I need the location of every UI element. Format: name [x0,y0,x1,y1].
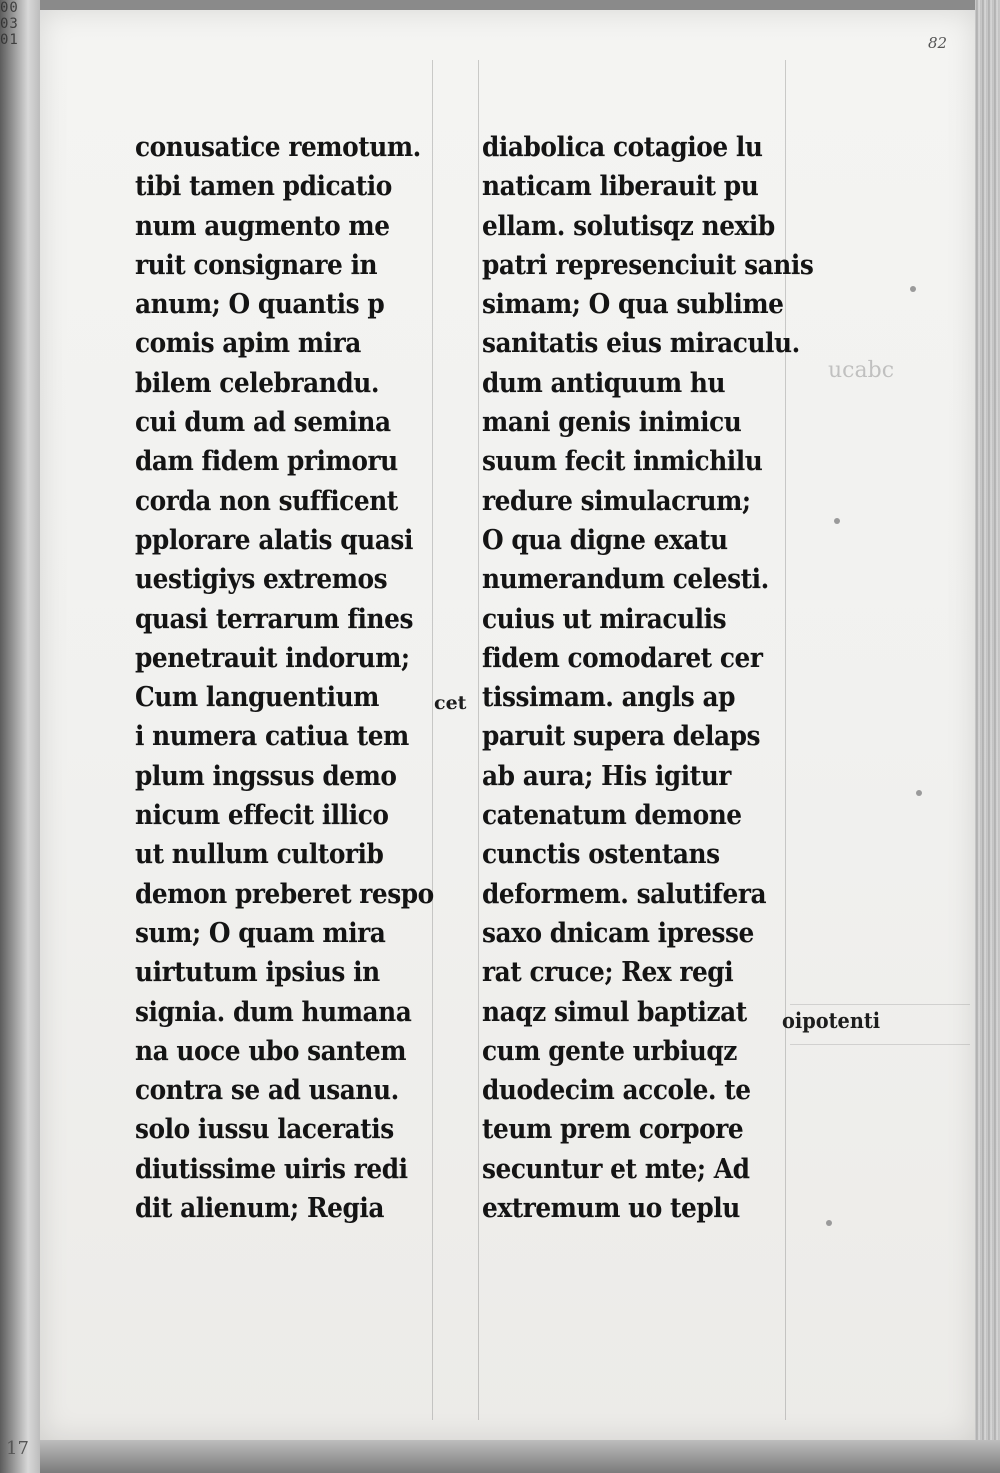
text-line: diutissime uiris redi [135,1153,408,1185]
text-line: dam fidem primoru [135,446,398,478]
text-line: quasi terrarum fines [135,603,413,635]
text-line: sum; O quam mira [135,917,386,949]
text-line: pplorare alatis quasi [135,524,413,556]
text-line: numerandum celesti. [482,564,769,596]
text-line: redure simulacrum; [482,485,751,517]
text-line: uestigiys extremos [135,564,388,596]
text-line: teum prem corpore [482,1114,744,1146]
text-line: nicum effecit illico [135,800,389,832]
text-line: naticam liberauit pu [482,171,759,203]
text-line: demon preberet respo [135,878,434,910]
text-line: duodecim accole. te [482,1075,751,1107]
text-line: O qua digne exatu [482,524,728,556]
text-line: extremum uo teplu [482,1193,740,1225]
margin-insertion-cet: cet [434,692,467,714]
text-line: suum fecit inmichilu [482,446,763,478]
bottom-shadow [40,1440,1000,1473]
margin-insertion-omnipotent: oipotenti [782,1008,881,1033]
text-line: i numera catiua tem [135,721,409,753]
text-line: dit alienum; Regia [135,1193,384,1225]
text-line: cum gente urbiuqz [482,1035,737,1067]
text-line: tissimam. angls ap [482,682,736,714]
text-line: cunctis ostentans [482,839,720,871]
text-line: penetrauit indorum; [135,642,410,674]
text-line: uirtutum ipsius in [135,957,380,989]
previous-page-edge [0,0,40,1473]
edge-mark-top: 00 03 01 [0,0,19,48]
text-line: plum ingssus demo [135,760,397,792]
text-line: conusatice remotum. [135,132,421,163]
prick-mark [916,790,922,796]
text-line: anum; O quantis p [135,289,385,321]
text-line: patri represenciuit sanis [482,249,814,281]
text-line: secuntur et mte; Ad [482,1153,750,1185]
text-line: fidem comodaret cer [482,642,763,674]
text-line: cui dum ad semina [135,407,391,439]
text-line: ab aura; His igitur [482,760,731,792]
text-column-left [135,128,460,1228]
text-line: mani genis inimicu [482,407,742,439]
text-line: solo iussu laceratis [135,1114,394,1146]
text-line: tibi tamen pdicatio [135,171,392,203]
text-line: cuius ut miraculis [482,603,727,635]
text-column-right [482,128,842,1228]
text-line: num augmento me [135,210,390,242]
edge-mark-bottom: 17 [6,1438,29,1459]
folio-number: 82 [928,34,948,52]
text-line: bilem celebrandu. [135,367,380,399]
text-line: simam; O qua sublime [482,289,784,321]
text-line: ut nullum cultorib [135,839,384,871]
text-line: catenatum demone [482,800,742,832]
text-line: naqz simul baptizat [482,996,747,1028]
text-line: na uoce ubo santem [135,1035,407,1067]
text-line: sanitatis eius miraculu. [482,328,800,360]
text-line: diabolica cotagioe lu [482,132,763,163]
text-line: comis apim mira [135,328,361,360]
text-line: dum antiquum hu [482,367,726,399]
text-line: rat cruce; Rex regi [482,957,734,989]
text-line: ellam. solutisqz nexib [482,210,775,242]
text-line: saxo dnicam ipresse [482,917,754,949]
show-through-text: ucabc [828,358,895,383]
text-line: deformem. salutifera [482,878,767,910]
ruling-line [478,60,479,1420]
text-line: Cum languentium [135,682,380,714]
text-line: signia. dum humana [135,996,412,1028]
text-line: ruit consignare in [135,249,378,281]
text-line: contra se ad usanu. [135,1075,399,1107]
text-line: corda non sufficent [135,485,398,517]
page-stack-edge [975,0,1000,1473]
prick-mark [910,286,916,292]
text-line: paruit supera delaps [482,721,761,753]
